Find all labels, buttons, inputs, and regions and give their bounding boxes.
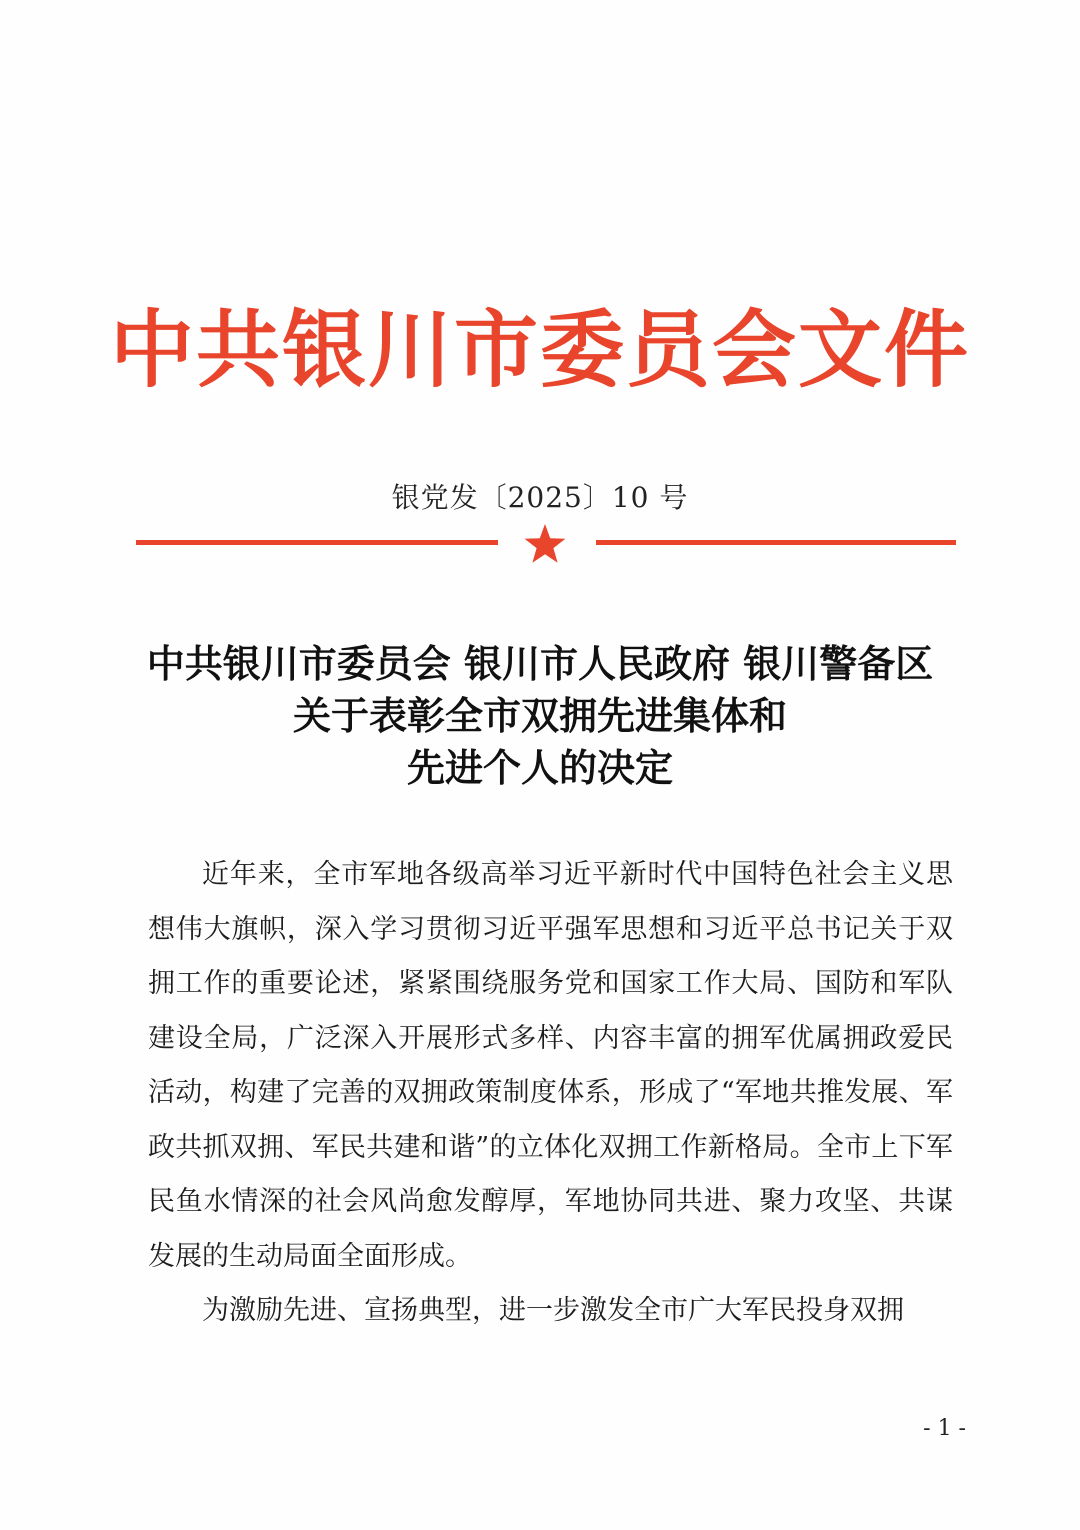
document-masthead: 中共银川市委员会文件 — [109, 300, 970, 399]
title-line-1: 中共银川市委员会 银川市人民政府 银川警备区 — [146, 641, 934, 686]
document-body — [148, 848, 953, 1339]
star-icon — [522, 521, 568, 567]
title-line-3: 先进个人的决定 — [406, 745, 673, 790]
decision-title — [0, 638, 1080, 794]
body-paragraph-2: 为激励先进、宣扬典型，进一步激发全市广大军民投身双拥 — [202, 1295, 904, 1326]
document-number: 银党发〔2025〕10 号 — [391, 481, 689, 514]
red-divider-left — [136, 540, 498, 545]
title-line-2: 关于表彰全市双拥先进集体和 — [292, 693, 787, 738]
page-number: - 1 - — [923, 1416, 966, 1441]
body-paragraph-1: 近年来，全市军地各级高举习近平新时代中国特色社会主义思想伟大旗帜，深入学习贯彻习近平强军思想和习近平总书记关于双拥工作的重要论述，紧紧围绕服务党和国家工作大局、国防和军队建设全局，广泛深入开展形式多样、内容丰富的拥军优属拥政爱民活动，构建了完善的双拥政策制度体系，形成了“军地共推发展、军政共抓双拥、军民共建和谐”的立体化双拥工作新格局。全市上下军民鱼水情深的社会风尚愈发醇厚，军地协同共进、聚力攻坚、共谋发展的生动局面全面形成。 — [148, 859, 953, 1272]
red-divider-right — [596, 540, 956, 545]
